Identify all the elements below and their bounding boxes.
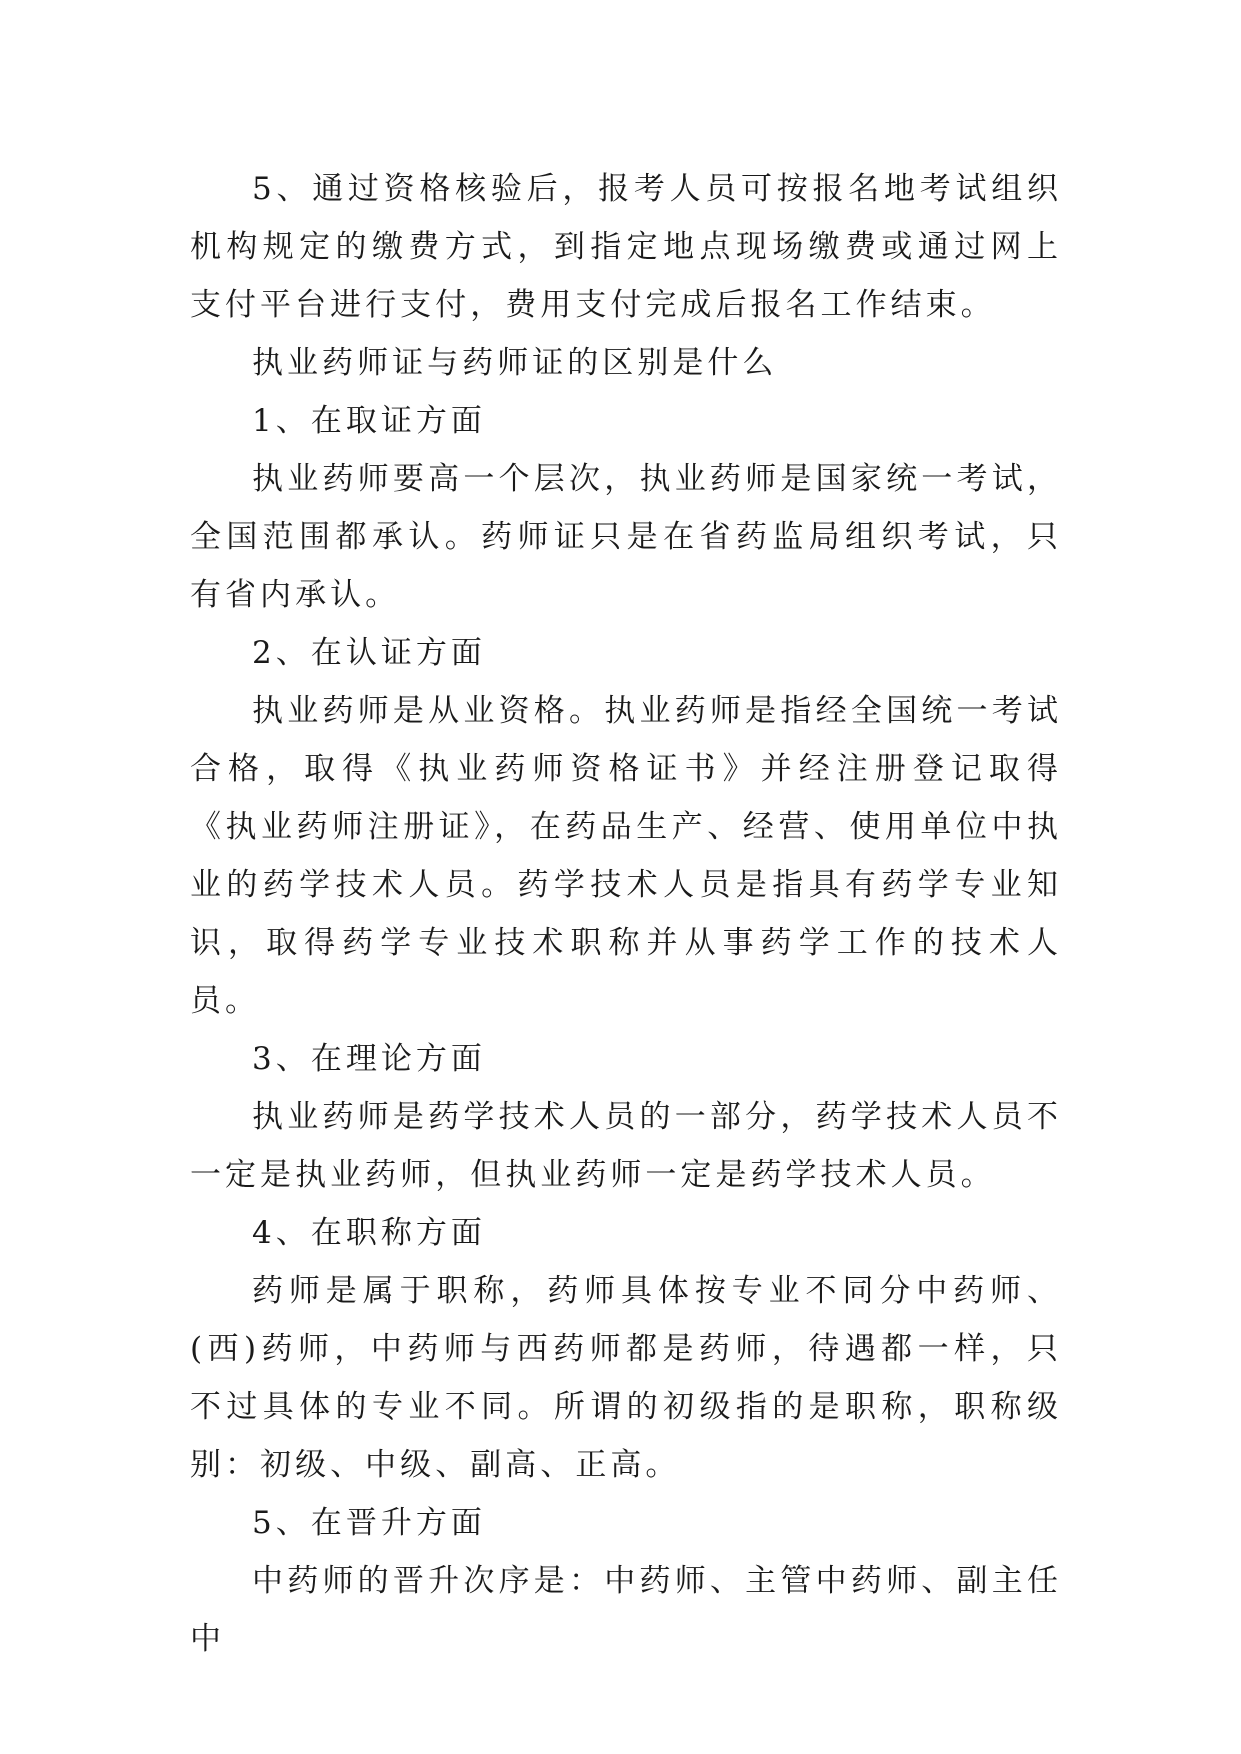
paragraph-theory: 执业药师是药学技术人员的一部分，药学技术人员不一定是执业药师，但执业药师一定是药学技术人员。 [190, 1099, 1062, 1193]
subheading-promotion: 5、在晋升方面 [252, 1505, 486, 1541]
paragraph-professional-title: 药师是属于职称，药师具体按专业不同分中药师、(西)药师，中药师与西药师都是药师，待遇都一样，只不过具体的专业不同。所谓的初级指的是职称，职称级别：初级、中级、副高、正高。 [190, 1273, 1062, 1483]
document-body [190, 160, 1062, 1668]
subheading-professional-title: 4、在职称方面 [252, 1215, 486, 1251]
section-heading-difference: 执业药师证与药师证的区别是什么 [252, 345, 778, 381]
subheading-theory: 3、在理论方面 [252, 1041, 486, 1077]
subheading-accreditation: 2、在认证方面 [252, 635, 486, 671]
subheading-certification-acquisition: 1、在取证方面 [252, 403, 486, 439]
paragraph-payment-step: 5、通过资格核验后，报考人员可按报名地考试组织机构规定的缴费方式，到指定地点现场缴费或通过网上支付平台进行支付，费用支付完成后报名工作结束。 [190, 171, 1062, 323]
paragraph-certification-acquisition: 执业药师要高一个层次，执业药师是国家统一考试，全国范围都承认。药师证只是在省药监局组织考试，只有省内承认。 [190, 461, 1062, 613]
paragraph-accreditation: 执业药师是从业资格。执业药师是指经全国统一考试合格，取得《执业药师资格证书》并经注册登记取得《执业药师注册证》，在药品生产、经营、使用单位中执业的药学技术人员。药学技术人员是指具有药学专业知识，取得药学专业技术职称并从事药学工作的技术人员。 [190, 693, 1062, 1019]
paragraph-promotion: 中药师的晋升次序是：中药师、主管中药师、副主任中 [190, 1563, 1062, 1657]
